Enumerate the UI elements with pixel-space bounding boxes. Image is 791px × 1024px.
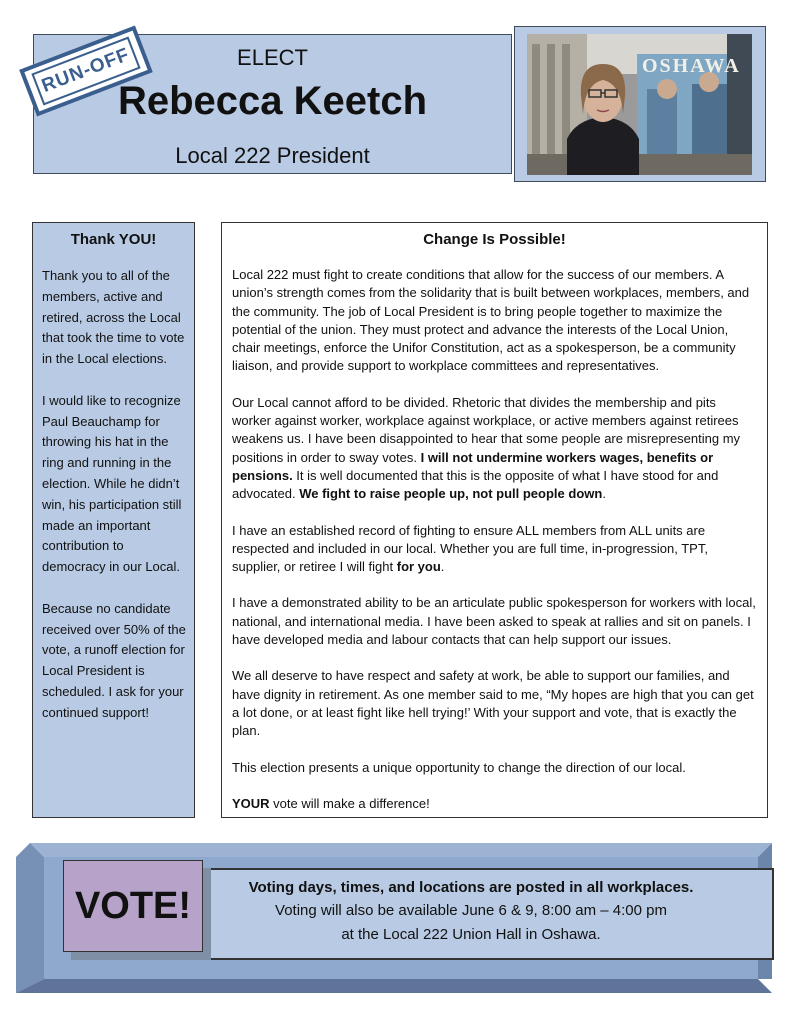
article-title: Change Is Possible! [423, 231, 566, 248]
run-off-stamp-text: RUN-OFF [31, 36, 140, 105]
thank-you-sidebar [32, 222, 195, 818]
article-paragraph: This election presents a unique opportunity to change the direction of our local. [232, 759, 686, 775]
text-run: Our Local cannot afford to be divided. Rhetoric that divides the membership and pits worker against worker, workplace against workplace, or active members against retirees weakens us. I have been disappointed to hear that some people are misrepresenting my positions in order to sway votes. [232, 394, 741, 465]
sidebar-paragraph: Because no candidate received over 50% of the vote, a runoff election for Local President is scheduled. I ask for your continued support! [42, 600, 186, 720]
candidate-name: Rebecca Keetch [117, 79, 428, 123]
article-paragraph: Local 222 must fight to create conditions that allow for the success of our members. A union’s strength comes from the solidarity that is built between workplaces, members, and the community. The job of Local President is to bring people together to maximize the potential of the union. They must protect and advance the interests of the Local Union, chair meetings, enforce the Unifor Constitution, act as a spokesperson, be a community liaison, and provide support to workplace committees and representatives. [232, 267, 750, 374]
article-body [232, 266, 758, 831]
sidebar-paragraph: I would like to recognize Paul Beauchamp for throwing his hat in the ring and running in the election. While he didn’t win, his participation still made an important contribution to democracy in our Local. [42, 392, 182, 575]
article-paragraph [232, 394, 758, 504]
voting-info-line: Voting will also be available June 6 & 9, 8:00 am – 4:00 pm [275, 902, 667, 919]
voting-info-line: Voting days, times, and locations are posted in all workplaces. [248, 879, 694, 896]
sidebar-paragraph: Thank you to all of the members, active and retired, across the Local that took the time to vote in the Local elections. [42, 268, 185, 367]
text-run: . [440, 559, 445, 575]
text-run: It is well documented that this is the opposite of what I have stood for and advocated. [232, 467, 719, 502]
photo-sign-text: OSHAWA [642, 55, 741, 77]
voting-info-panel [168, 868, 774, 960]
text-run: vote will make a difference! [269, 795, 430, 811]
main-article [221, 222, 768, 818]
bold-text: We fight to raise people up, not pull people down [299, 486, 603, 502]
candidate-photo-frame [514, 26, 766, 182]
elect-label: ELECT [237, 45, 308, 70]
voting-info-text [169, 869, 773, 959]
text-run: . [602, 486, 606, 502]
sidebar-title: Thank YOU! [70, 231, 157, 248]
article-paragraph [232, 795, 758, 813]
candidate-photo [527, 34, 752, 175]
position-title: Local 222 President [175, 143, 370, 168]
bold-text: for you [396, 559, 441, 575]
sidebar-body [42, 266, 190, 744]
bold-text: YOUR [232, 795, 270, 811]
voting-info-line: at the Local 222 Union Hall in Oshawa. [341, 926, 601, 943]
vote-badge: VOTE! [63, 860, 203, 952]
article-paragraph [232, 522, 758, 577]
bold-text: I will not undermine workers wages, benefits or pensions. [232, 449, 714, 483]
article-paragraph: We all deserve to have respect and safety at work, be able to support our families, and have dignity in retirement. As one member said to me, “My hopes are high that you can get a lot done, or at least fight like hell trying!’ With your support and vote, that is exactly the plan. [232, 668, 754, 739]
text-run: I have an established record of fighting to ensure ALL members from ALL units are respected and included in our local. Whether you are full time, in-progression, TPT, supplier, or retiree I will fight [232, 522, 708, 575]
article-paragraph: I have a demonstrated ability to be an articulate public spokesperson for workers with local, national, and international media. I have been asked to speak at rallies and sit on panels. I have developed media and labour contacts that can help support our issues. [232, 595, 756, 648]
